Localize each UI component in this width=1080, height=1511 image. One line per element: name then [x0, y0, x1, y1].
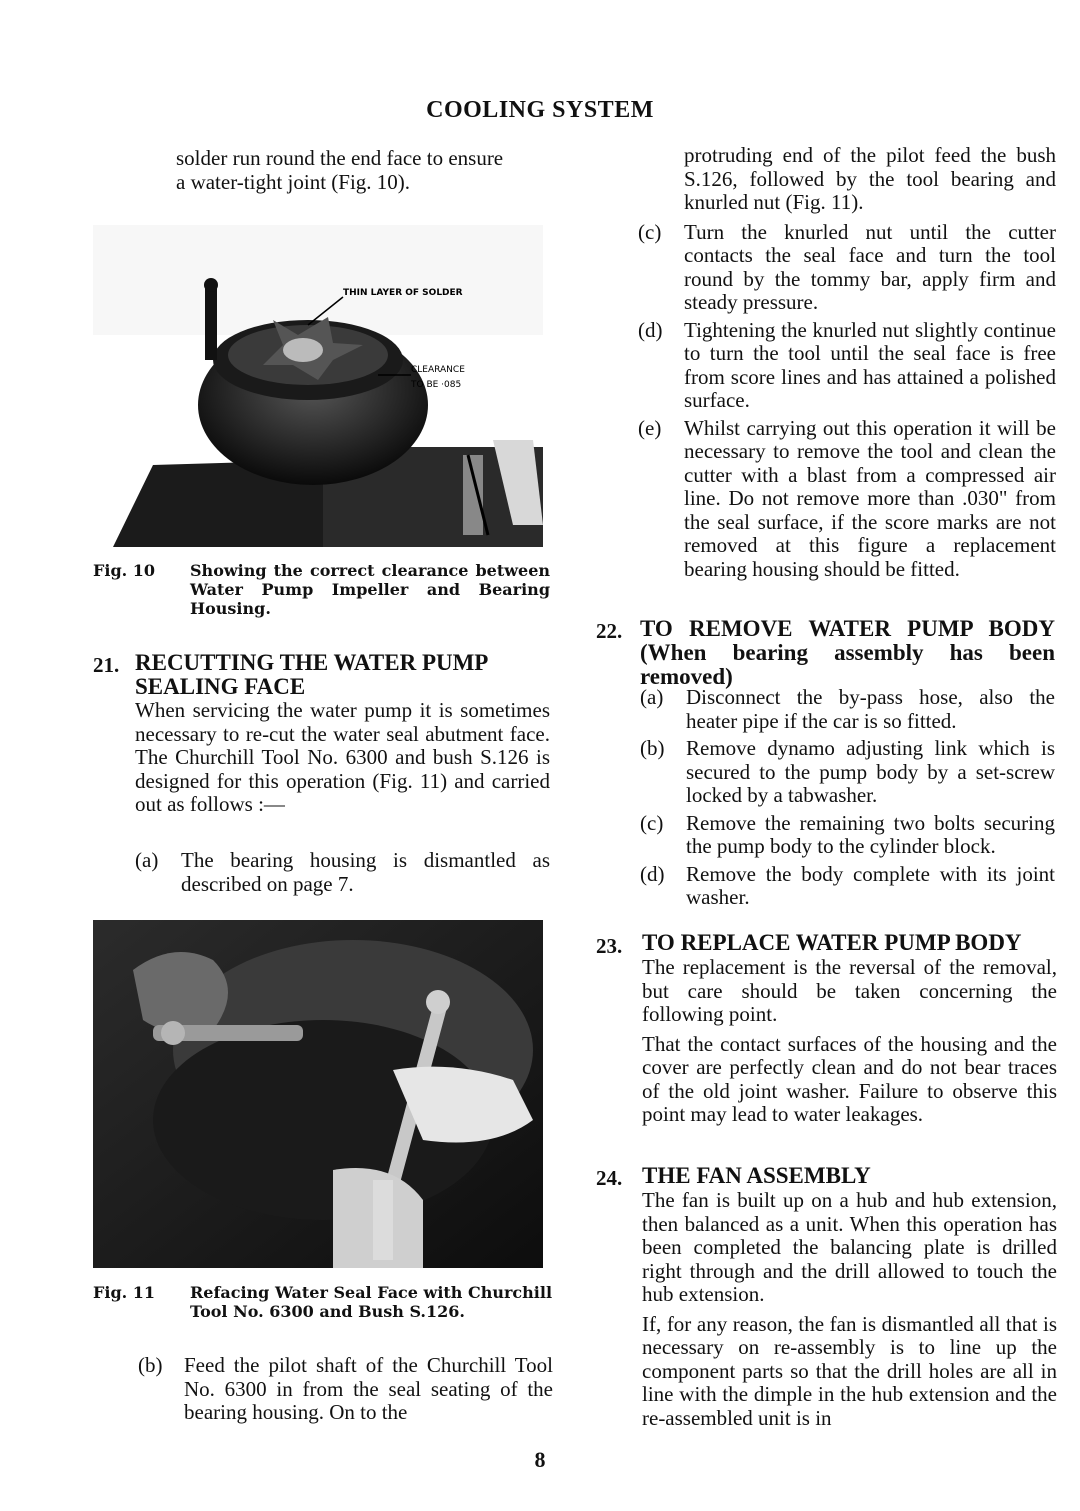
label-thin-layer: THIN LAYER OF SOLDER [343, 288, 463, 298]
list-item-text: Turn the knurled nut until the cutter contacts the seal face and turn the tool round by the tommy bar, apply firm and steady pressure. [684, 219, 1056, 314]
fig11-photo [93, 920, 543, 1268]
list-item-text: Tightening the knurled nut slightly continue to turn the tool until the seal face is free from score lines and has attained a polished surface. [684, 317, 1056, 412]
section-21-item-b [138, 1354, 553, 1429]
section-23-para-1: The replacement is the reversal of the removal, but care should be taken concerning the following point. [642, 955, 1057, 1026]
list-item-e [638, 417, 1056, 582]
intro-line-1: solder run round the end face to ensure [176, 146, 504, 170]
refacing-tool-illustration [93, 920, 543, 1268]
item-a-label: (a) [135, 848, 159, 872]
fig10-caption-text: Showing the correct clearance between Water Pump Impeller and Bearing Housing. [190, 561, 550, 618]
list-item-text: Remove the remaining two bolts securing the pump body to the cylinder block. [686, 810, 1055, 858]
item-a-text: The bearing housing is dismantled as described on page 7. [181, 848, 550, 896]
list-item-text: Disconnect the by-pass hose, also the heater pipe if the car is so fitted. [686, 685, 1055, 733]
fig11-caption-text: Refacing Water Seal Face with Churchill Tool No. 6300 and Bush S.126. [190, 1283, 553, 1321]
list-item-d [638, 319, 1056, 413]
section-22-number: 22. [596, 619, 623, 643]
section-22-list [640, 686, 1055, 914]
item-b-label: (b) [138, 1353, 163, 1377]
section-23-body [642, 956, 1057, 1133]
list-item-label: (e) [638, 415, 662, 440]
section-24-body [642, 1189, 1057, 1436]
list-item-label: (d) [640, 861, 665, 886]
list-item-label: (c) [638, 219, 662, 244]
section-24-heading: THE FAN ASSEMBLY [642, 1163, 871, 1188]
item-b-text: Feed the pilot shaft of the Churchill Tool No. 6300 in from the seal seating of the bearing housing. On to the [184, 1353, 553, 1424]
section-23-para-2: That the contact surfaces of the housing and the cover are perfectly clean and do not bear traces of the old joint washer. Failure to observe this point may lead to water leakages. [642, 1031, 1057, 1126]
section-24-para-1: The fan is built up on a hub and hub extension, then balanced as a unit. When this operation has been completed the balancing plate is drilled right through and the drill allowed to touch the hub extension. [642, 1188, 1057, 1306]
list-item-label: (b) [640, 736, 665, 760]
label-clearance: CLEARANCE [411, 365, 465, 375]
list-item-text: Whilst carrying out this operation it will be necessary to remove the tool and clean the cutter with a blast from a compressed air line. Do not remove more than .030" from the seal surface, if the score marks are not removed at this figure a replacement bearing housing should be fitted. [684, 415, 1056, 581]
list-item-a [640, 686, 1055, 733]
section-21-item-a [135, 849, 550, 900]
section-21-body: When servicing the water pump it is sometimes necessary to re-cut the water seal abutment face. The Churchill Tool No. 6300 and bush S.126 is designed for this operation (Fig. 11) and carried out as follows :— [135, 698, 550, 816]
list-item-label: (d) [638, 317, 663, 342]
section-23-heading: TO REPLACE WATER PUMP BODY [642, 930, 1022, 955]
section-21-number: 21. [93, 653, 120, 677]
fig10-caption-number: Fig. 10 [93, 561, 156, 580]
right-column-top [638, 144, 1056, 585]
list-item-text: Remove the body complete with its joint washer. [686, 861, 1055, 909]
fig11-caption-number: Fig. 11 [93, 1283, 156, 1302]
section-24-para-2: If, for any reason, the fan is dismantled all that is necessary on re-assembly is to line up the component parts so that the drill holes are all in line with the dimple in the hub extension and the re-assembled unit is in [642, 1311, 1057, 1430]
list-item-c [638, 221, 1056, 315]
list-item-c [640, 812, 1055, 859]
section-22-heading: TO REMOVE WATER PUMP BODY (When bearing assembly has been removed) [640, 616, 1055, 689]
intro-paragraph [176, 147, 551, 194]
label-clearance-value: TO BE ·085 [411, 380, 462, 390]
page-title: COOLING SYSTEM [426, 97, 654, 123]
section-21-heading: RECUTTING THE WATER PUMP SEALING FACE [135, 650, 488, 699]
list-item-text: Remove dynamo adjusting link which is secured to the pump body by a set-screw locked by a tabwasher. [686, 736, 1055, 807]
list-item-b [640, 737, 1055, 808]
list-item-label: (a) [640, 685, 664, 709]
intro-line-2: a water-tight joint (Fig. 10). [176, 169, 411, 194]
list-item-d [640, 863, 1055, 910]
continuation-paragraph: protruding end of the pilot feed the bush S.126, followed by the tool bearing and knurled nut (Fig. 11). [684, 143, 1056, 214]
list-item-label: (c) [640, 810, 664, 835]
section-24-number: 24. [596, 1166, 623, 1190]
section-23-number: 23. [596, 934, 623, 958]
fig10-photo [93, 225, 543, 547]
water-pump-illustration [93, 225, 543, 547]
page-number: 8 [534, 1447, 546, 1472]
